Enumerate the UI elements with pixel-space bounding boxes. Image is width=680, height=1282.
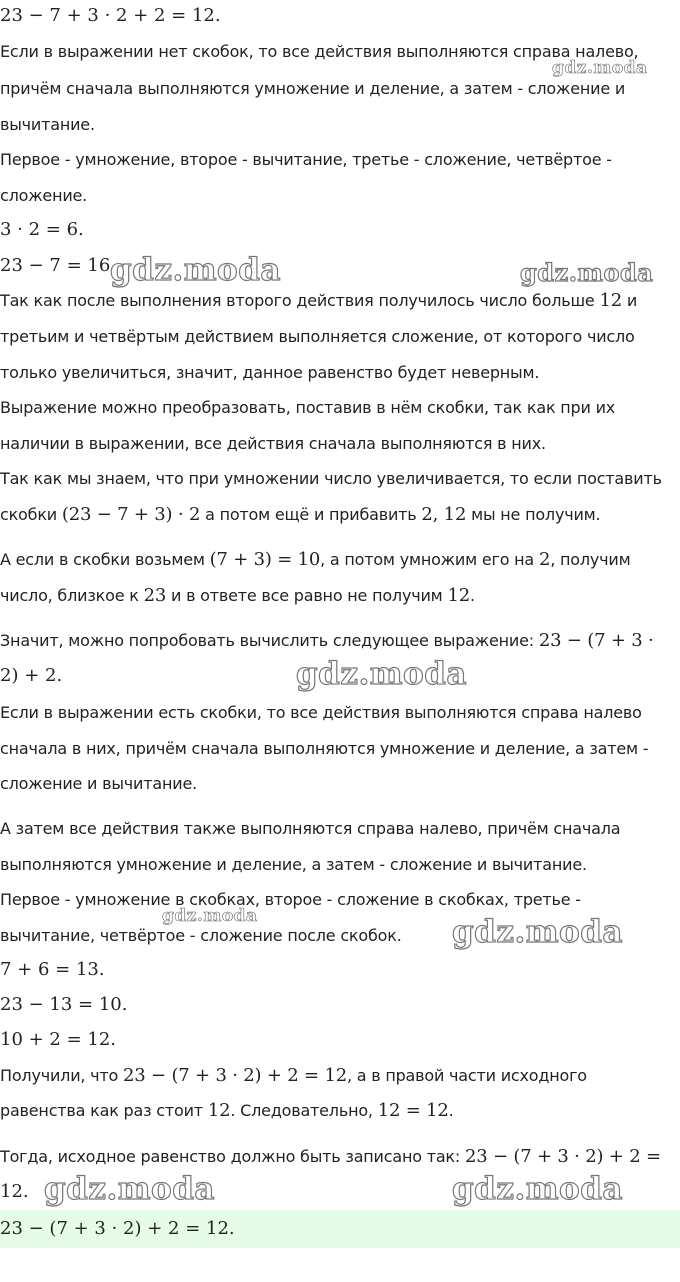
step-equation: 10 + 2 = 12. [0, 1029, 117, 1050]
text-line: причём сначала выполняются умножение и деление, а затем - сложение и [0, 79, 626, 98]
text-line: 2) + 2. [0, 665, 63, 686]
text-line: Так как мы знаем, что при умножении число увеличивается, то если поставить [0, 469, 662, 488]
text-line: только увеличиться, значит, данное равенство будет неверным. [0, 363, 540, 382]
text-line: А если в скобки возьмем (7 + 3) = 10, а потом умножим его на 2, получим [0, 549, 631, 570]
text-line: Тогда, исходное равенство должно быть записано так: 23 − (7 + 3 · 2) + 2 = [0, 1146, 661, 1167]
text-line: вычитание. [0, 115, 95, 134]
text-line: выполняются умножение и деление, а затем - сложение и вычитание. [0, 855, 587, 874]
text-line: Получили, что 23 − (7 + 3 · 2) + 2 = 12, а в правой части исходного [0, 1065, 587, 1086]
step-equation: 3 · 2 = 6. [0, 219, 84, 240]
text-line: скобки (23 − 7 + 3) · 2 а потом ещё и прибавить 2, 12 мы не получим. [0, 504, 601, 525]
watermark: gdz.moda [110, 252, 281, 288]
text-line: 12. [0, 1181, 29, 1202]
watermark: gdz.moda [162, 906, 258, 926]
equation-original: 23 − 7 + 3 · 2 + 2 = 12. [0, 5, 221, 26]
text-line: равенства как раз стоит 12. Следовательно, 12 = 12. [0, 1100, 454, 1121]
watermark: gdz.moda [552, 58, 648, 78]
text-line: Выражение можно преобразовать, поставив в нём скобки, так как при их [0, 398, 616, 417]
text-line: число, близкое к 23 и в ответе все равно не получим 12. [0, 585, 475, 606]
watermark: gdz.moda [520, 258, 654, 287]
text-line: Первое - умножение, второе - вычитание, третье - сложение, четвёртое - [0, 150, 612, 169]
text-line: Значит, можно попробовать вычислить следующее выражение: 23 − (7 + 3 · [0, 630, 654, 651]
text-line: Первое - умножение в скобках, второе - сложение в скобках, третье - [0, 890, 581, 909]
text-line: Если в выражении нет скобок, то все действия выполняются справа налево, [0, 42, 639, 61]
step-equation: 23 − 13 = 10. [0, 994, 128, 1015]
text-line: третьим и четвёртым действием выполняется сложение, от которого число [0, 327, 635, 346]
text-line: А затем все действия также выполняются справа налево, причём сначала [0, 819, 621, 838]
watermark: gdz.moda [44, 1171, 215, 1207]
text-line: наличии в выражении, все действия сначала выполняются в них. [0, 434, 546, 453]
text-line: вычитание, четвёртое - сложение после скобок. [0, 926, 402, 945]
watermark: gdz.moda [452, 914, 623, 950]
step-equation: 7 + 6 = 13. [0, 959, 105, 980]
text-line: сначала в них, причём сначала выполняются умножение и деление, а затем - [0, 739, 649, 758]
watermark: gdz.moda [452, 1171, 623, 1207]
text-line: Так как после выполнения второго действия получилось число больше 12 и [0, 290, 638, 311]
text-line: сложение. [0, 186, 88, 205]
text-line: сложение и вычитание. [0, 774, 197, 793]
watermark: gdz.moda [296, 656, 467, 692]
text-line: Если в выражении есть скобки, то все действия выполняются справа налево [0, 703, 642, 722]
step-equation: 23 − 7 = 16 [0, 255, 111, 276]
final-answer: 23 − (7 + 3 · 2) + 2 = 12. [0, 1218, 235, 1239]
